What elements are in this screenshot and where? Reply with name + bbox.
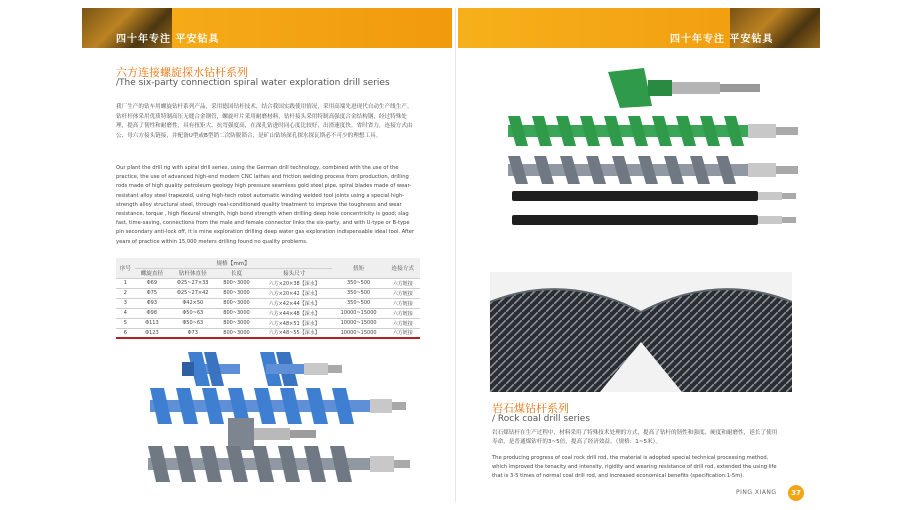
cell-conn: 六方链接	[385, 328, 420, 338]
header-band-left	[82, 8, 452, 48]
cell-helix: Φ93	[135, 298, 169, 308]
cell-helix: Φ75	[135, 288, 169, 298]
page-number-badge: 37	[788, 485, 804, 501]
cell-conn: 六方链接	[385, 298, 420, 308]
col-header-joint-size: 接头尺寸	[257, 268, 332, 278]
green-spiral-drill-short	[608, 64, 794, 110]
section-title-cn: 六方连接螺旋探水钻杆系列	[116, 66, 248, 79]
grey-spiral-drill-long	[142, 444, 412, 484]
cell-no: 3	[116, 298, 135, 308]
col-header-spec-group: 规格【mm】	[135, 258, 332, 268]
table-row	[116, 328, 420, 338]
left-page	[82, 8, 452, 502]
cell-body: Φ73	[169, 328, 216, 338]
col-header-torque: 扭矩	[332, 258, 386, 278]
cell-body: Φ25~27×33	[169, 278, 216, 288]
rock-paragraph-cn: 岩石煤钻杆在生产过程中，材料采用了特殊技术处理的方式，提高了钻杆的韧性和强度、硬度和耐磨性，延长了使用寿命，是普通煤钻杆的3~5倍，提高了经济效益。（规格：1~5米）。	[492, 430, 778, 446]
cell-torque: 10000~15000	[332, 328, 386, 338]
header-slogan-right: 四十年专注 平安钻具	[670, 34, 774, 45]
cell-joint: 六方×20×38【深水】	[257, 278, 332, 288]
cell-torque: 350~500	[332, 278, 386, 288]
grey-spiral-drill-right	[502, 154, 802, 186]
cell-no: 5	[116, 318, 135, 328]
cell-joint: 六方×48~55【深水】	[257, 328, 332, 338]
cell-length: 800~3000	[216, 328, 256, 338]
col-header-helix-dia: 螺旋直径	[135, 268, 169, 278]
cell-conn: 六方链接	[385, 288, 420, 298]
table-row	[116, 288, 420, 298]
cell-conn: 六方链接	[385, 308, 420, 318]
cell-no: 2	[116, 288, 135, 298]
intro-paragraph-en: Our plant the drill rig with spiral drill series, using the German drill technology, combined with the use of the practice, the use of advanced high-end modern CNC lathes and friction welding process from production, drilling rods made of high quality petroleum geology high pressure seamless gold steel pipe, spiral blades made of wear-resistant alloy steel trapezoid, using high-tech robot automatic winding welded tool joints using a special high-strength alloy structural steel, through real-conditioned quality treatment to improve the toughness and wear resistance, torque , high flexural strength, high bond strength when drilling deep hole concentricity is good; slag fast, time-saving, connections from the male and female connector links the six-party, and with U-type or B-type pin secondary anti-lock off, it is mine exploration drilling deep water gas exploration indispensable ideal tool. After years of practice within 15,000 meters drilling found no quality problems.	[116, 165, 415, 245]
cell-joint: 六方×44×48【深水】	[257, 308, 332, 318]
cell-body: Φ50~63	[169, 318, 216, 328]
table-row	[116, 318, 420, 328]
footer-brand: PING XIANG	[736, 489, 777, 496]
cell-joint: 六方×42×44【深水】	[257, 298, 332, 308]
table-row	[116, 308, 420, 318]
right-page	[458, 8, 820, 502]
rock-paragraph-en: The producing progress of coal rock drill rod, the material is adopted special technical processing method, which improved the tenacity and intensity, rigidity and wearing resistance of drill rod, extended the using life that is 3-5 times of normal coal drill rod, and increased economical benefits (specification:1-5m).	[492, 455, 777, 479]
intro-paragraph-cn: 我厂生产的钻车用螺旋钻杆系列产品，采用德国钻杆技术，结合我国实践使用情况，采用高端先进现代自动生产线生产。 钻杆杆体采用优质特制高压无缝合金钢管，螺旋叶片采用耐磨材料，钻杆接头采用特制高强度合金结构钢，经过特殊处理，提高了韧性和耐磨性，具有扭矩大、抗弯强度高，在深孔钻进时同心度比较好，出渣速度快，省时省力，连接方式由公、母六方接头链接，并配备U型或B型销二次防脱锁合，是矿山钻场深孔探水探瓦斯必不可少的理想工具。	[116, 104, 413, 139]
cell-torque: 10000~15000	[332, 308, 386, 318]
header-band-right	[458, 8, 820, 48]
green-spiral-drill-long	[502, 114, 802, 148]
header-slogan-left: 四十年专注 平安钻具	[116, 34, 220, 45]
cell-conn: 六方链接	[385, 278, 420, 288]
cell-no: 1	[116, 278, 135, 288]
table-row	[116, 298, 420, 308]
cell-joint: 六方×48×51【深水】	[257, 318, 332, 328]
cell-length: 800~3000	[216, 308, 256, 318]
rock-section-title-en: / Rock coal drill series	[492, 414, 591, 424]
cell-helix: Φ113	[135, 318, 169, 328]
rock-section-title-cn: 岩石煤钻杆系列	[492, 402, 569, 415]
col-header-no: 序号	[116, 258, 135, 278]
cell-length: 800~3000	[216, 278, 256, 288]
blue-spiral-drill-short-1	[182, 348, 242, 390]
cell-body: Φ50~63	[169, 308, 216, 318]
cell-conn: 六方链接	[385, 318, 420, 328]
cell-torque: 350~500	[332, 288, 386, 298]
section-title-en: /The six-party connection spiral water exploration drill series	[116, 78, 390, 88]
cell-helix: Φ69	[135, 278, 169, 288]
blue-spiral-drill-short-2	[260, 348, 344, 390]
table-row	[116, 278, 420, 288]
rock-coal-drill-pile-image	[490, 272, 792, 392]
black-drill-rod-2	[512, 214, 798, 226]
cell-length: 800~3000	[216, 318, 256, 328]
cell-no: 6	[116, 328, 135, 338]
spec-table	[116, 258, 420, 339]
col-header-body-dia: 钻杆体直径	[169, 268, 216, 278]
cell-no: 4	[116, 308, 135, 318]
cell-helix: Φ98	[135, 308, 169, 318]
col-header-length: 长度	[216, 268, 256, 278]
col-header-connection: 连接方式	[385, 258, 420, 278]
black-drill-rod-1	[512, 190, 798, 202]
cell-length: 800~3000	[216, 288, 256, 298]
cell-helix: Φ123	[135, 328, 169, 338]
page-gutter	[455, 8, 456, 502]
cell-body: Φ25~27×42	[169, 288, 216, 298]
cell-joint: 六方×20×42【深水】	[257, 288, 332, 298]
cell-torque: 10000~15000	[332, 318, 386, 328]
cell-body: Φ42×50	[169, 298, 216, 308]
cell-length: 800~3000	[216, 298, 256, 308]
cell-torque: 350~500	[332, 298, 386, 308]
